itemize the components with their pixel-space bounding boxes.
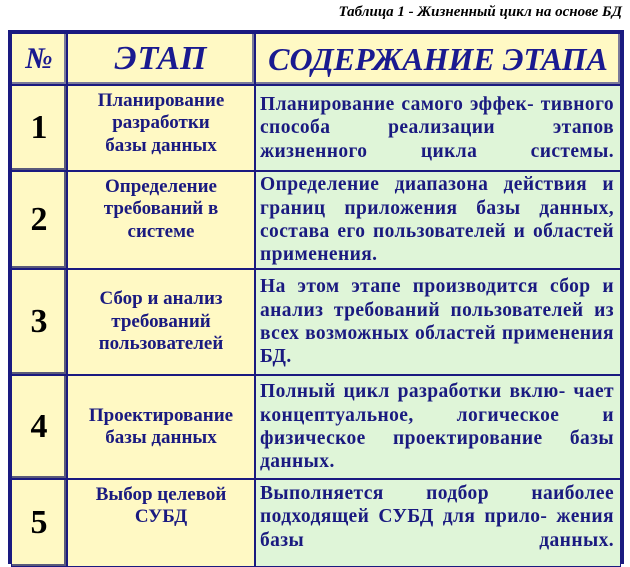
row-number: 1: [11, 85, 67, 171]
row-stage: Проектирование базы данных: [67, 375, 255, 479]
row-stage: Определение требований в системе: [67, 171, 255, 269]
row-content: Планирование самого эффек- тивного способа реализации этапов жизненного цикла системы.: [255, 85, 621, 171]
header-content: СОДЕРЖАНИЕ ЭТАПА: [255, 33, 621, 85]
header-stage: ЭТАП: [67, 33, 255, 85]
lifecycle-table: [8, 30, 624, 564]
table-caption: Таблица 1 - Жизненный цикл на основе БД: [338, 4, 622, 20]
row-content: Определение диапазона действия и границ приложения базы данных, состава его пользователей и областей применения.: [255, 171, 621, 269]
row-stage: Выбор целевой СУБД: [67, 479, 255, 567]
row-content: Полный цикл разработки вклю- чает концептуальное, логическое и физическое проектирование базы данных.: [255, 375, 621, 479]
header-number: №: [11, 33, 67, 85]
row-content: Выполняется подбор наиболее подходящей СУБД для прило- жения базы данных.: [255, 479, 621, 567]
row-number: 3: [11, 269, 67, 375]
row-content: На этом этапе производится сбор и анализ требований пользователей из всех возможных областей применения БД.: [255, 269, 621, 375]
row-number: 4: [11, 375, 67, 479]
row-stage: Планирование разработки базы данных: [67, 85, 255, 171]
row-number: 5: [11, 479, 67, 567]
row-number: 2: [11, 171, 67, 269]
row-stage: Сбор и анализ требований пользователей: [67, 269, 255, 375]
table-header: [11, 33, 621, 85]
